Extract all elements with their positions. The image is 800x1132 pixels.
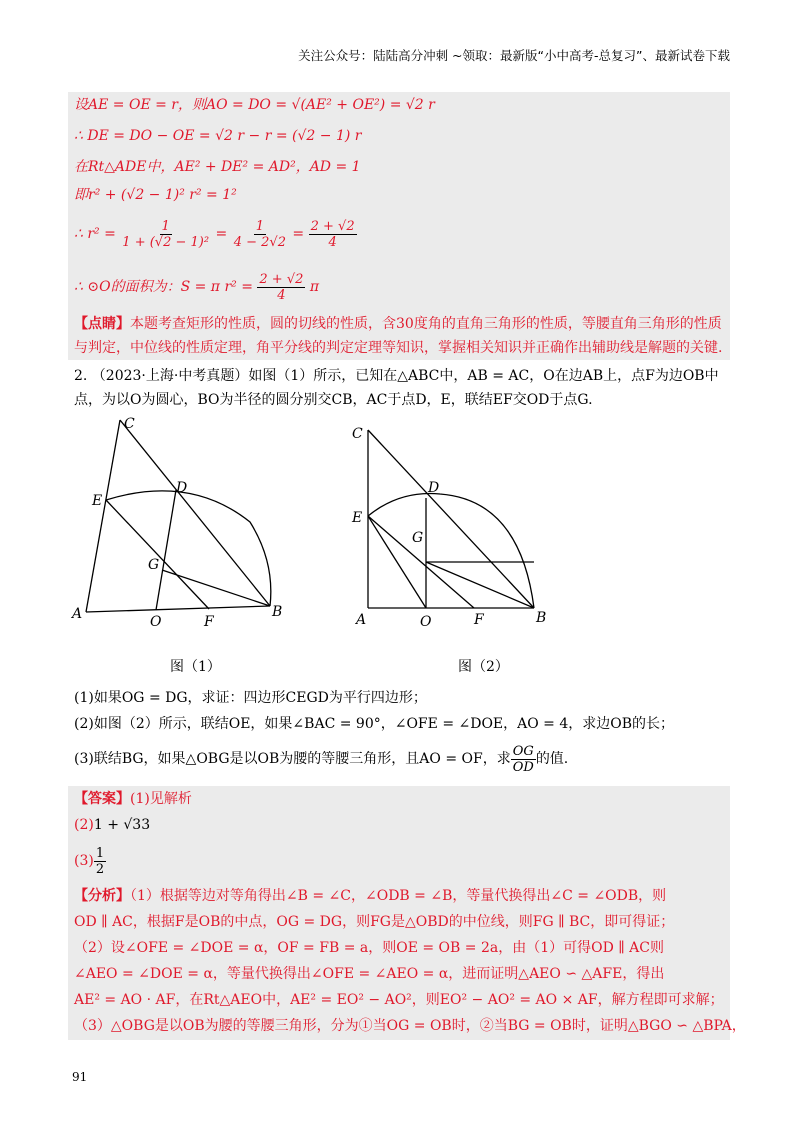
solution-line-4: 即r² + (√2 − 1)² r² = 1²	[74, 187, 237, 203]
analysis-line-1	[74, 886, 666, 906]
denominator: 4	[277, 287, 286, 303]
segment-od	[156, 490, 176, 610]
label-o: O	[150, 614, 162, 630]
question-3-end: 的值.	[535, 751, 569, 767]
numerator: 1	[255, 218, 264, 234]
figure-2	[350, 420, 550, 640]
numerator: 2 + √2	[310, 218, 355, 234]
figure-1-caption: 图（1）	[170, 659, 221, 675]
answer-label: 【答案】	[74, 791, 130, 807]
denominator: 4 − 2√2	[233, 234, 286, 250]
segment-gb	[162, 570, 270, 606]
segment-cb	[368, 430, 534, 608]
dianjing-label: 【点睛】	[74, 316, 130, 332]
label-d: D	[176, 480, 188, 496]
denominator: 4	[328, 234, 337, 250]
fraction	[94, 846, 106, 877]
analysis-line-6: （3）△OBG是以OB为腰的等腰三角形，分为①当OG = OB时，②当BG = OB时，证明△BGO ∽ △BPA，	[74, 1018, 746, 1034]
label-c: C	[352, 426, 363, 442]
label-f: F	[474, 612, 484, 628]
label-f: F	[204, 614, 214, 630]
label-b: B	[272, 604, 283, 620]
numerator: 1	[161, 218, 170, 234]
pi-symbol: π	[309, 279, 320, 295]
segment-ef	[106, 500, 209, 609]
solution-text: 设AE = OE = r，则AO = DO = √(AE² + OE²) = √2 r	[74, 97, 435, 113]
solution-line-6	[74, 268, 319, 306]
answer-3-prefix: (3)	[74, 853, 94, 869]
figure-1	[70, 412, 300, 642]
question-1: (1)如果OG = DG，求证：四边形CEGD为平行四边形；	[74, 690, 427, 706]
fraction	[120, 219, 211, 250]
label-g: G	[148, 557, 160, 573]
label-o: O	[420, 614, 432, 630]
analysis-line-3: （2）设∠OFE = ∠DOE = α，OF = FB = a，则OE = OB = 2a，由（1）可得OD ∥ AC则	[74, 940, 664, 956]
solution-line-3: 在Rt△ADE中，AE² + DE² = AD²，AD = 1	[74, 159, 361, 175]
page-header: 关注公众号：陆陆高分冲刺 ~领取：最新版“小中高考-总复习”、最新试卷下载	[298, 48, 730, 63]
numerator: 2 + √2	[259, 271, 304, 287]
problem-line-1: 2. （2023·上海·中考真题）如图（1）所示，已知在△ABC中，AB = AC，O在边AB上，点F为边OB中	[74, 368, 719, 384]
question-3	[74, 740, 568, 778]
dianjing-line-1	[74, 314, 722, 334]
segment-cb	[120, 420, 270, 606]
denominator: 2	[95, 861, 105, 877]
solution-line-2: ∴ DE = DO − OE = √2 r − r = (√2 − 1) r	[74, 128, 362, 144]
label-b: B	[536, 610, 547, 626]
equation-left: ∴ r² =	[74, 226, 116, 242]
label-g: G	[412, 530, 424, 546]
segment-ab	[86, 606, 270, 612]
analysis-line-5: AE² = AO · AF，在Rt△AEO中，AE² = EO² − AO²，则EO² − AO² = AO × AF，解方程即可求解；	[74, 992, 724, 1008]
answer-2-prefix: (2)	[74, 817, 94, 833]
segment-gb	[426, 562, 534, 608]
label-a: A	[356, 612, 367, 628]
solution-line-1	[74, 95, 435, 115]
label-e: E	[352, 510, 363, 526]
area-left: ∴ ⊙O的面积为：S = π r² =	[74, 279, 253, 295]
page-number: 91	[72, 1070, 88, 1084]
problem-line-2: 点，为以O为圆心，BO为半径的圆分别交CB，AC于点D，E，联结EF交OD于点G.	[74, 392, 593, 408]
question-3-text: (3)联结BG，如果△OBG是以OB为腰的等腰三角形，且AO = OF，求	[74, 751, 511, 767]
analysis-line-2: OD ∥ AC，根据F是OB的中点，OG = DG，则FG是△OBD的中位线，则FG ∥ BC，即可得证；	[74, 914, 675, 930]
analysis-line-4: ∠AEO = ∠DOE = α，等量代换得出∠OFE = ∠AEO = α，进而证明△AEO ∽ △AFE，得出	[74, 966, 665, 982]
fraction	[511, 744, 536, 775]
solution-line-5: ∴ r² = $\frac{1}{\text{1 + (√2 − 1)²}}$ = $\frac{1}{4 - 2√2}$ = $\frac{2 + √2}{4}$	[74, 218, 355, 250]
label-c: C	[124, 416, 135, 432]
arc-bde	[368, 493, 534, 608]
question-2: (2)如图（2）所示，联结OE，如果∠BAC = 90°，∠OFE = ∠DOE，AO = 4，求边OB的长；	[74, 716, 675, 732]
answer-1: (1)见解析	[130, 791, 192, 807]
label-e: E	[92, 493, 103, 509]
dianjing-text: 本题考查矩形的性质，圆的切线的性质，含30度角的直角三角形的性质，等腰直角三角形的性质	[130, 316, 722, 332]
fraction	[309, 219, 357, 250]
denominator: OD	[512, 759, 534, 775]
fraction	[232, 219, 288, 250]
answer-line-3	[74, 842, 106, 880]
arc-bde	[106, 491, 271, 606]
figure-2-caption: 图（2）	[458, 659, 509, 675]
label-a: A	[72, 606, 83, 622]
answer-line-1	[74, 789, 192, 809]
numerator: OG	[512, 743, 534, 759]
denominator: 1 + (√2 − 1)²	[122, 234, 210, 250]
fraction	[257, 272, 305, 303]
analysis-label: 【分析】	[74, 888, 130, 904]
answer-2: 1 + √33	[93, 817, 151, 833]
label-d: D	[428, 480, 440, 496]
answer-line-2	[74, 815, 150, 835]
numerator: 1	[95, 845, 105, 861]
dianjing-line-2: 与判定，中位线的性质定理，角平分线的判定定理等知识，掌握相关知识并正确作出辅助线是解题的关键.	[74, 340, 723, 356]
segment-ca	[86, 420, 120, 612]
analysis-text: （1）根据等边对等角得出∠B = ∠C，∠ODB = ∠B，等量代换得出∠C = ∠ODB，则	[130, 888, 667, 904]
